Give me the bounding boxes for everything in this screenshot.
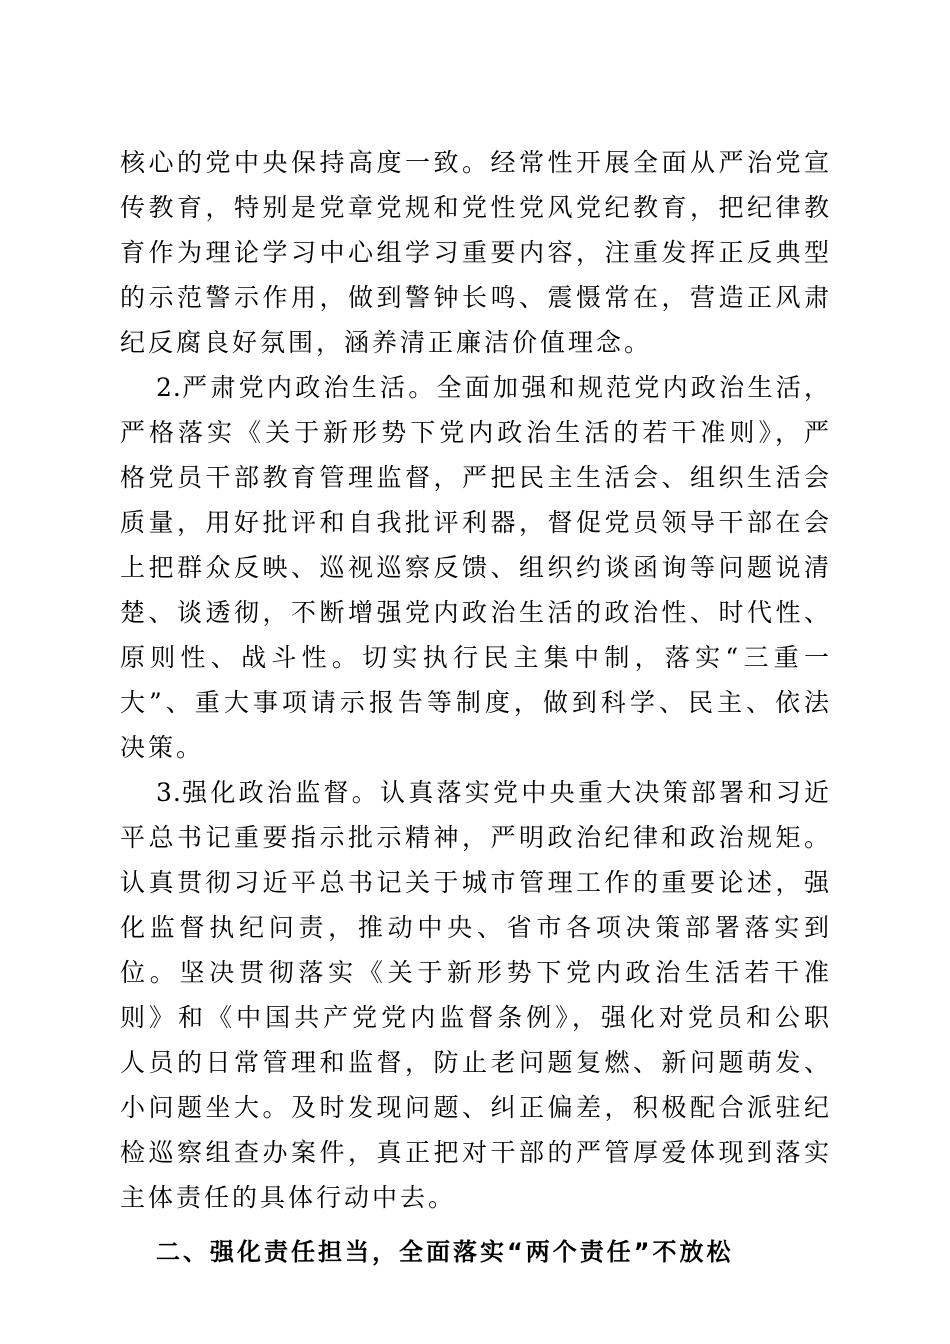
item-number: 2. — [156, 373, 182, 402]
paragraph-text: 严肃党内政治生活。全面加强和规范党内政治生活，严格落实《关于新形势下党内政治生活的若干准则》，严格党员干部教育管理监督，严把民主生活会、组织生活会质量，用好批评和自我批评利器，督促党员领导干部在会上把群众反映、巡视巡察反馈、组织约谈函询等问题说清楚、谈透彻，不断增强党内政治生活的政治性、时代性、原则性、战斗性。切实执行民主集中制，落实“三重一大”、重大事项请示报告等制度，做到科学、民主、依法决策。 — [120, 373, 832, 762]
item-number: 3. — [156, 778, 182, 807]
paragraph-item-2 — [120, 365, 832, 770]
paragraph-item-3 — [120, 770, 832, 1220]
document-body — [120, 140, 832, 1275]
paragraph-text: 核心的党中央保持高度一致。经常性开展全面从严治党宣传教育，特别是党章党规和党性党风党纪教育，把纪律教育作为理论学习中心组学习重要内容，注重发挥正反典型的示范警示作用，做到警钟长鸣、震慑常在，营造正风肃纪反腐良好氛围，涵养清正廉洁价值理念。 — [120, 148, 832, 357]
section-heading: 二、强化责任担当，全面落实“两个责任”不放松 — [156, 1238, 734, 1266]
paragraph-continued — [120, 140, 832, 365]
paragraph-text: 强化政治监督。认真落实党中央重大决策部署和习近平总书记重要指示批示精神，严明政治纪律和政治规矩。认真贯彻习近平总书记关于城市管理工作的重要论述，强化监督执纪问责，推动中央、省市各项决策部署落实到位。坚决贯彻落实《关于新形势下党内政治生活若干准则》和《中国共产党党内监督条例》，强化对党员和公职人员的日常管理和监督，防止老问题复燃、新问题萌发、小问题坐大。及时发现问题、纠正偏差，积极配合派驻纪检巡察组查办案件，真正把对干部的严管厚爱体现到落实主体责任的具体行动中去。 — [120, 778, 832, 1212]
